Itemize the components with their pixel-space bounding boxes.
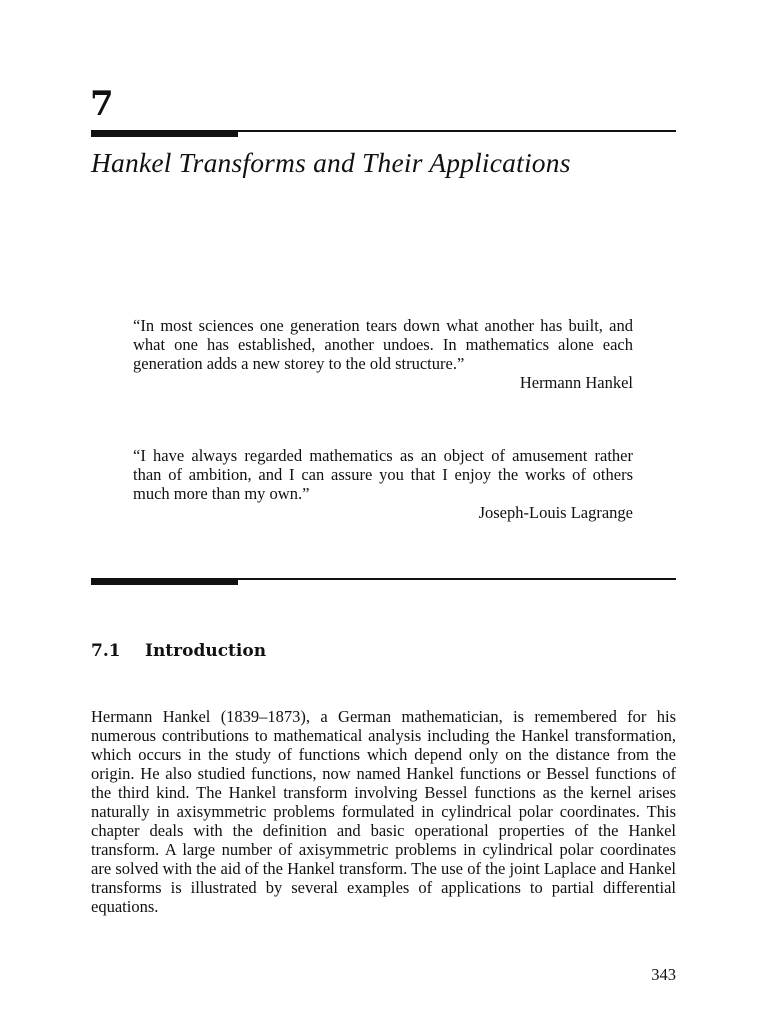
epigraph (133, 446, 633, 522)
intro-paragraph: Hermann Hankel (1839–1873), a German mathematician, is remembered for his numerous contributions to mathematical analysis including the Hankel transformation, which occurs in the study of functions which depend only on the distance from the origin. He also studied functions, now named Hankel functions or Bessel functions of the third kind. The Hankel transform involving Bessel functions as the kernel arises naturally in axisymmetric problems formulated in cylindrical polar coordinates. This chapter deals with the definition and basic operational properties of the Hankel transform. A large number of axisymmetric problems in cylindrical polar coordinates are solved with the aid of the Hankel transform. The use of the joint Laplace and Hankel transforms is illustrated by several examples of applications to partial differential equations. (91, 707, 676, 916)
epigraph-author: Joseph-Louis Lagrange (478, 503, 633, 522)
epigraph-text: “I have always regarded mathematics as an object of amusement rather than of ambition, and I can assure you that I enjoy the works of others much more than my own.” (133, 446, 633, 503)
chapter-title: Hankel Transforms and Their Applications (91, 147, 571, 178)
epigraph-author: Hermann Hankel (519, 373, 633, 392)
page-number: 343 (651, 965, 676, 984)
section-title: Introduction (145, 641, 267, 661)
section-heading (91, 640, 266, 662)
epigraph (133, 316, 633, 392)
section-number: 7.1 (91, 641, 121, 661)
epigraph-text: “In most sciences one generation tears down what another has built, and what one has established, another undoes. In mathematics alone each generation adds a new storey to the old structure.” (133, 316, 633, 373)
chapter-number: 7 (90, 84, 114, 124)
